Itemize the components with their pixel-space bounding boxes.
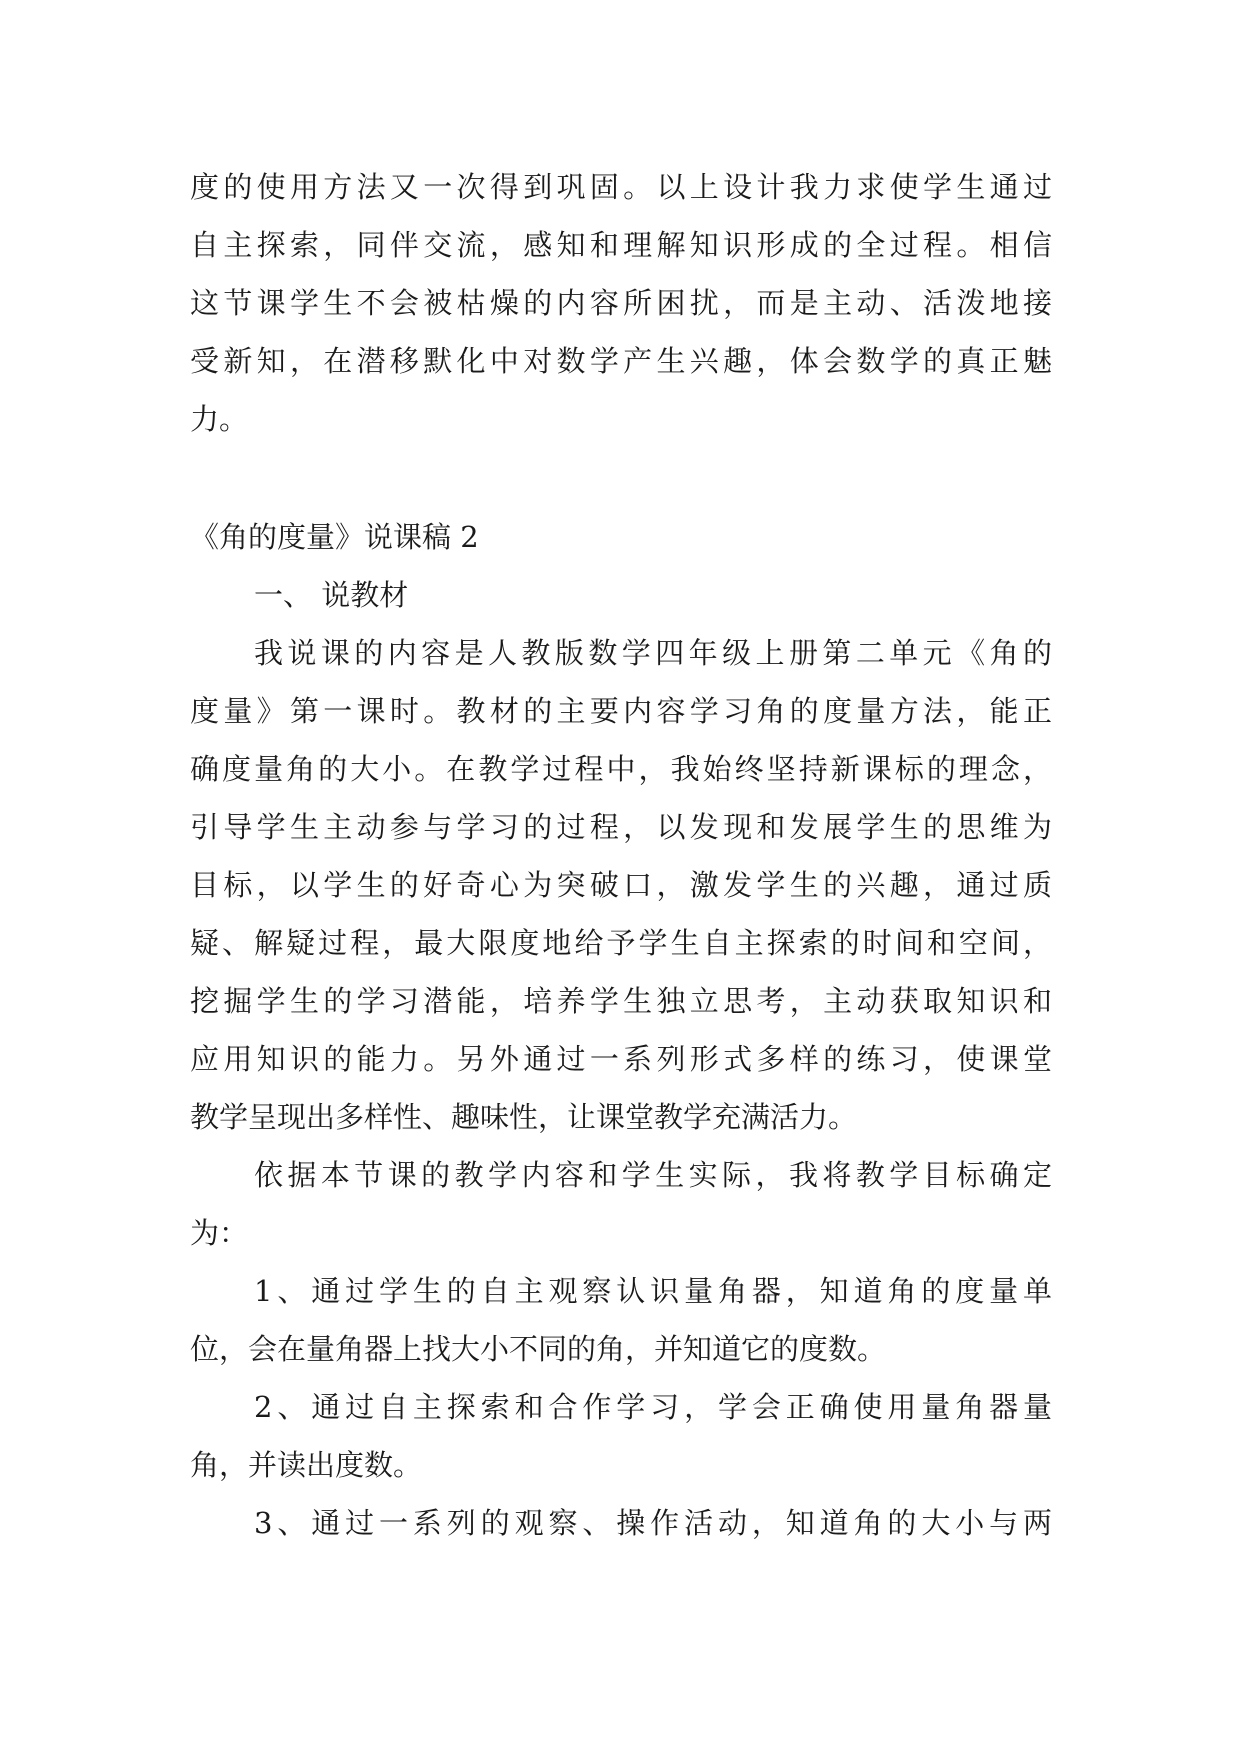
text-line: 挖掘学生的学习潜能，培养学生独立思考，主动获取知识和: [190, 984, 1052, 1018]
goal-item-3: [190, 1494, 1052, 1552]
text-line: 疑、解疑过程，最大限度地给予学生自主探索的时间和空间，: [190, 926, 1052, 960]
goal-item-2: [190, 1378, 1052, 1494]
section-heading: 一、 说教材: [254, 578, 409, 612]
text-line: 应用知识的能力。另外通过一系列形式多样的练习，使课堂: [190, 1042, 1052, 1076]
text-line: 确度量角的大小。在教学过程中，我始终坚持新课标的理念，: [190, 752, 1052, 786]
text-line: 依据本节课的教学内容和学生实际，我将教学目标确定: [254, 1158, 1052, 1192]
text-line: 为：: [190, 1216, 249, 1250]
text-line: 度量》第一课时。教材的主要内容学习角的度量方法，能正: [190, 694, 1052, 728]
text-line: 度的使用方法又一次得到巩固。以上设计我力求使学生通过: [190, 170, 1052, 204]
text-line: 教学呈现出多样性、趣味性，让课堂教学充满活力。: [190, 1100, 858, 1134]
text-line: 2、通过自主探索和合作学习，学会正确使用量角器量: [254, 1390, 1052, 1424]
text-line: 位，会在量角器上找大小不同的角，并知道它的度数。: [190, 1332, 887, 1366]
text-line: 我说课的内容是人教版数学四年级上册第二单元《角的: [254, 636, 1052, 670]
text-line: 自主探索，同伴交流，感知和理解知识形成的全过程。相信: [190, 228, 1052, 262]
text-line: 1、通过学生的自主观察认识量角器，知道角的度量单: [254, 1274, 1052, 1308]
text-line: 目标，以学生的好奇心为突破口，激发学生的兴趣，通过质: [190, 868, 1052, 902]
intro-paragraph: [190, 158, 1052, 448]
text-line: 受新知，在潜移默化中对数学产生兴趣，体会数学的真正魅: [190, 344, 1052, 378]
text-line: 角，并读出度数。: [190, 1448, 423, 1482]
section-title: 《角的度量》说课稿 2: [190, 520, 479, 554]
section-title-block: [190, 508, 1052, 624]
text-line: 力。: [190, 402, 249, 436]
text-line: 3、通过一系列的观察、操作活动，知道角的大小与两: [254, 1506, 1052, 1540]
text-line: 这节课学生不会被枯燥的内容所困扰，而是主动、活泼地接: [190, 286, 1052, 320]
text-line: 引导学生主动参与学习的过程，以发现和发展学生的思维为: [190, 810, 1052, 844]
paragraph-2: [190, 1146, 1052, 1262]
paragraph-1: [190, 624, 1052, 1146]
goal-item-1: [190, 1262, 1052, 1378]
